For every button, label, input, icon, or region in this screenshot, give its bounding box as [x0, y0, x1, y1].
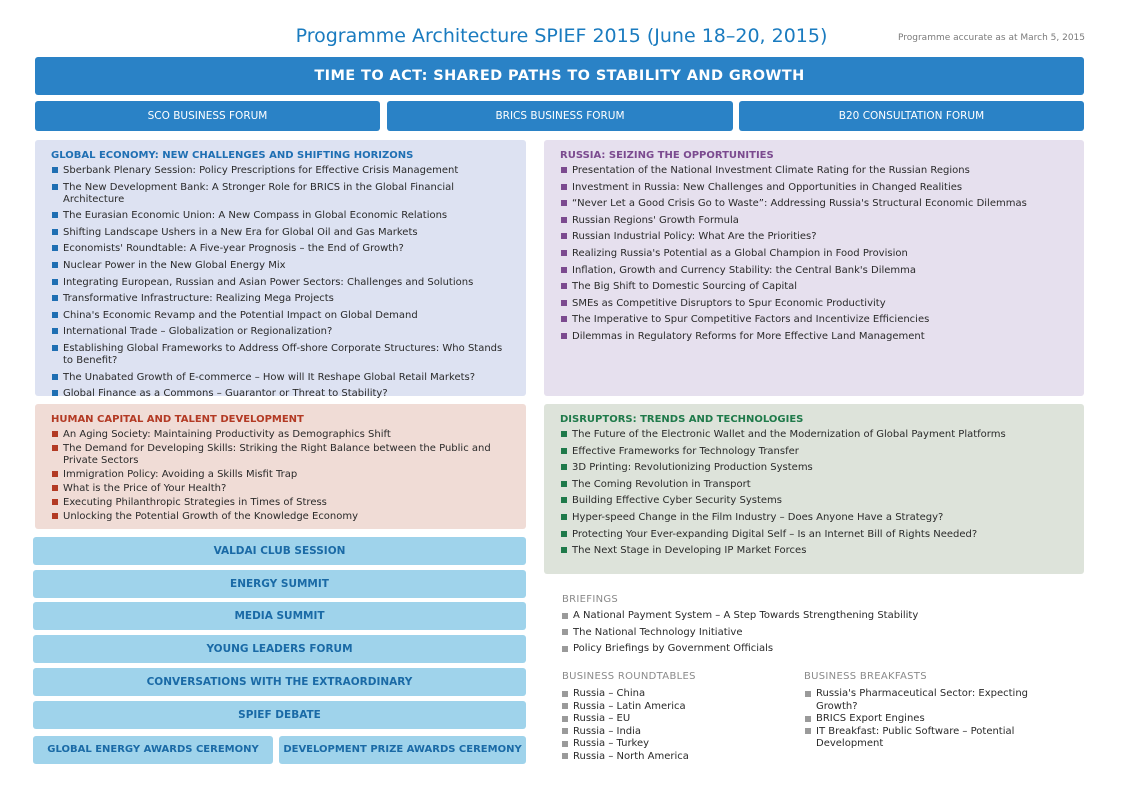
list-item[interactable]: Unlocking the Potential Growth of the Knowledge Economy	[51, 511, 514, 523]
list-item[interactable]: Policy Briefings by Government Officials	[561, 643, 1081, 656]
list-item[interactable]: What is the Price of Your Health?	[51, 483, 514, 495]
briefings-list	[561, 610, 1081, 660]
brics-business-forum[interactable]: BRICS BUSINESS FORUM	[387, 101, 733, 131]
list-item[interactable]: Executing Philanthropic Strategies in Times of Stress	[51, 497, 514, 509]
list-item[interactable]: Russia – India	[561, 726, 781, 739]
development-prize-awards-ceremony[interactable]: DEVELOPMENT PRIZE AWARDS CEREMONY	[279, 736, 526, 764]
human-capital-panel	[35, 404, 526, 529]
list-item[interactable]: The Big Shift to Domestic Sourcing of Capital	[560, 281, 1072, 293]
list-item[interactable]: Global Finance as a Commons – Guarantor or Threat to Stability?	[51, 388, 514, 400]
list-item[interactable]: The Unabated Growth of E-commerce – How will It Reshape Global Retail Markets?	[51, 372, 514, 384]
valdai-club-session[interactable]: VALDAI CLUB SESSION	[33, 537, 526, 565]
list-item[interactable]: Dilemmas in Regulatory Reforms for More Effective Land Management	[560, 331, 1072, 343]
global-economy-title: GLOBAL ECONOMY: NEW CHALLENGES AND SHIFTING HORIZONS	[51, 150, 414, 161]
russia-title: RUSSIA: SEIZING THE OPPORTUNITIES	[560, 150, 774, 161]
list-item[interactable]: Russian Regions' Growth Formula	[560, 215, 1072, 227]
sco-business-forum[interactable]: SCO BUSINESS FORUM	[35, 101, 380, 131]
list-item[interactable]: 3D Printing: Revolutionizing Production Systems	[560, 462, 1072, 474]
list-item[interactable]: “Never Let a Good Crisis Go to Waste”: Addressing Russia's Structural Economic Dilemmas	[560, 198, 1072, 210]
media-summit[interactable]: MEDIA SUMMIT	[33, 602, 526, 630]
breakfasts-list	[804, 688, 1064, 751]
roundtables-title: BUSINESS ROUNDTABLES	[562, 671, 696, 682]
accuracy-note: Programme accurate as at March 5, 2015	[897, 33, 1085, 43]
list-item[interactable]: Effective Frameworks for Technology Transfer	[560, 446, 1072, 458]
list-item[interactable]: Russia – EU	[561, 713, 781, 726]
list-item[interactable]: Russia – China	[561, 688, 781, 701]
spief-debate[interactable]: SPIEF DEBATE	[33, 701, 526, 729]
human-capital-list	[51, 429, 514, 522]
list-item[interactable]: Sberbank Plenary Session: Policy Prescriptions for Effective Crisis Management	[51, 165, 514, 177]
list-item[interactable]: Russia – North America	[561, 751, 781, 764]
list-item[interactable]: SMEs as Competitive Disruptors to Spur Economic Productivity	[560, 298, 1072, 310]
list-item[interactable]: The Imperative to Spur Competitive Factors and Incentivize Efficiencies	[560, 314, 1072, 326]
list-item[interactable]: The National Technology Initiative	[561, 627, 1081, 640]
russia-list	[560, 165, 1072, 343]
list-item[interactable]: The Coming Revolution in Transport	[560, 479, 1072, 491]
list-item[interactable]: Integrating European, Russian and Asian Power Sectors: Challenges and Solutions	[51, 277, 514, 289]
list-item[interactable]: The Future of the Electronic Wallet and the Modernization of Global Payment Platforms	[560, 429, 1072, 441]
breakfasts-title: BUSINESS BREAKFASTS	[804, 671, 927, 682]
list-item[interactable]: China's Economic Revamp and the Potential Impact on Global Demand	[51, 310, 514, 322]
list-item[interactable]: The Next Stage in Developing IP Market Forces	[560, 545, 1072, 557]
theme-banner: TIME TO ACT: SHARED PATHS TO STABILITY AND GROWTH	[35, 57, 1084, 95]
list-item[interactable]: An Aging Society: Maintaining Productivity as Demographics Shift	[51, 429, 514, 441]
list-item[interactable]: Protecting Your Ever-expanding Digital Self – Is an Internet Bill of Rights Needed?	[560, 529, 1072, 541]
list-item[interactable]: Establishing Global Frameworks to Address Off-shore Corporate Structures: Who Stands to Benefit?	[51, 343, 514, 367]
list-item[interactable]: A National Payment System – A Step Towards Strengthening Stability	[561, 610, 1081, 623]
list-item[interactable]: Russian Industrial Policy: What Are the Priorities?	[560, 231, 1072, 243]
list-item[interactable]: Presentation of the National Investment Climate Rating for the Russian Regions	[560, 165, 1072, 177]
list-item[interactable]: The Eurasian Economic Union: A New Compass in Global Economic Relations	[51, 210, 514, 222]
list-item[interactable]: Realizing Russia's Potential as a Global Champion in Food Provision	[560, 248, 1072, 260]
list-item[interactable]: Shifting Landscape Ushers in a New Era for Global Oil and Gas Markets	[51, 227, 514, 239]
disruptors-panel	[544, 404, 1084, 574]
global-economy-panel	[35, 140, 526, 400]
list-item[interactable]: Nuclear Power in the New Global Energy Mix	[51, 260, 514, 272]
list-item[interactable]: The New Development Bank: A Stronger Role for BRICS in the Global Financial Architecture	[51, 182, 514, 206]
global-economy-list	[51, 165, 514, 400]
conversations-extraordinary[interactable]: CONVERSATIONS WITH THE EXTRAORDINARY	[33, 668, 526, 696]
list-item[interactable]: Building Effective Cyber Security Systems	[560, 495, 1072, 507]
list-item[interactable]: Hyper-speed Change in the Film Industry – Does Anyone Have a Strategy?	[560, 512, 1072, 524]
global-energy-awards-ceremony[interactable]: GLOBAL ENERGY AWARDS CEREMONY	[33, 736, 273, 764]
list-item[interactable]: Russia – Latin America	[561, 701, 781, 714]
b20-consultation-forum[interactable]: B20 CONSULTATION FORUM	[739, 101, 1084, 131]
list-item[interactable]: BRICS Export Engines	[804, 713, 1064, 726]
young-leaders-forum[interactable]: YOUNG LEADERS FORUM	[33, 635, 526, 663]
list-item[interactable]: Russia's Pharmaceutical Sector: Expecting Growth?	[804, 688, 1064, 713]
list-item[interactable]: Inflation, Growth and Currency Stability: the Central Bank's Dilemma	[560, 265, 1072, 277]
disruptors-title: DISRUPTORS: TRENDS AND TECHNOLOGIES	[560, 414, 804, 425]
list-item[interactable]: Investment in Russia: New Challenges and Opportunities in Changed Realities	[560, 182, 1072, 194]
list-item[interactable]: Transformative Infrastructure: Realizing Mega Projects	[51, 293, 514, 305]
list-item[interactable]: Russia – Turkey	[561, 738, 781, 751]
list-item[interactable]: IT Breakfast: Public Software – Potential Development	[804, 726, 1064, 751]
disruptors-list	[560, 429, 1072, 557]
list-item[interactable]: Economists' Roundtable: A Five-year Prognosis – the End of Growth?	[51, 243, 514, 255]
energy-summit[interactable]: ENERGY SUMMIT	[33, 570, 526, 598]
list-item[interactable]: The Demand for Developing Skills: Striking the Right Balance between the Public and Private Sectors	[51, 443, 514, 466]
russia-panel	[544, 140, 1084, 396]
briefings-title: BRIEFINGS	[562, 594, 619, 605]
list-item[interactable]: Immigration Policy: Avoiding a Skills Misfit Trap	[51, 469, 514, 481]
human-capital-title: HUMAN CAPITAL AND TALENT DEVELOPMENT	[51, 414, 304, 425]
page-title: Programme Architecture SPIEF 2015 (June 18–20, 2015)	[295, 25, 828, 47]
roundtables-list	[561, 688, 781, 763]
list-item[interactable]: International Trade – Globalization or Regionalization?	[51, 326, 514, 338]
